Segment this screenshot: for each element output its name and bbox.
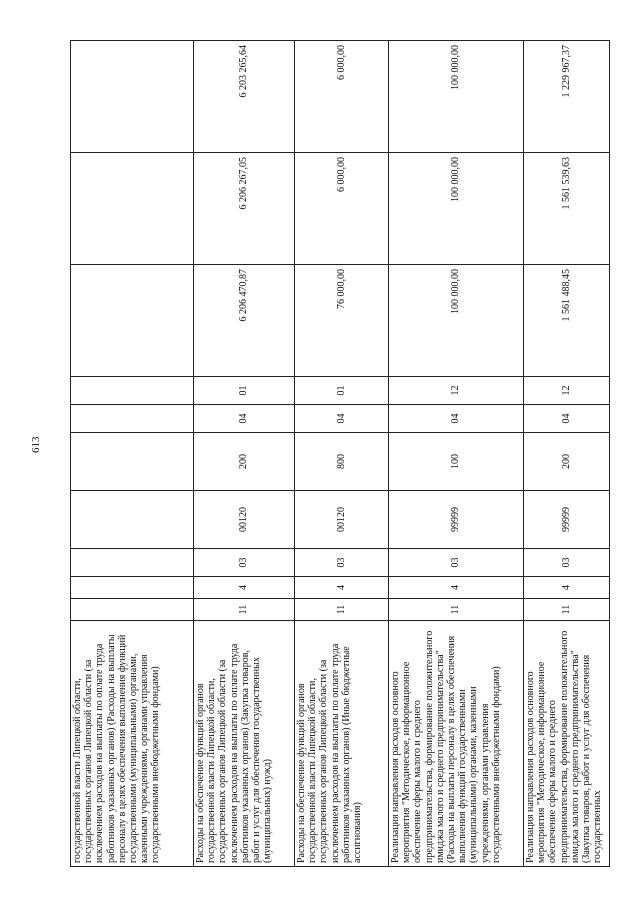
code-3: 03 [194, 549, 295, 577]
expense-description: Реализация направления расходов основного мероприятия "Методическое, информационное обеспечение сферы малого и среднего предпринимательства, формирование положительного имиджа малого и среднего предпринимательства" (Закупка товаров, работ и услуг для обеспечения государственных [524, 621, 610, 867]
table-row [295, 41, 389, 867]
table-row [71, 41, 194, 867]
code-1: 11 [524, 599, 610, 621]
amount-year-1: 100 000,00 [389, 265, 524, 377]
code-2: 4 [524, 577, 610, 599]
section-code: 04 [194, 405, 295, 433]
code-4: 00120 [194, 491, 295, 549]
amount-year-3: 1 229 967,37 [524, 41, 610, 153]
code-1: 11 [295, 599, 389, 621]
code-3: 03 [295, 549, 389, 577]
expense-description: Реализация направления расходов основного мероприятия "Методическое, информационное обеспечение сферы малого и среднего предпринимательства, формирование положительного имиджа малого и среднего предпринимательства" (Расходы на выплаты персоналу в целях обеспечения выполнения функций государственными (муниципальными) органами, казенными учреждениями, органами управления государственными внебюджетными фондами) [389, 621, 524, 867]
subsection-code: 12 [389, 377, 524, 405]
section-code: 04 [389, 405, 524, 433]
code-3 [71, 549, 194, 577]
expense-description: Расходы на обеспечение функций органов государственной власти Липецкой области, государственных органов Липецкой области (за исключением расходов на выплаты по оплате труда работников указанных органов) (Закупка товаров, работ и услуг для обеспечения государственных (муниципальных) нужд) [194, 621, 295, 867]
table-row [389, 41, 524, 867]
code-2: 4 [295, 577, 389, 599]
code-4: 00120 [295, 491, 389, 549]
expense-type-code: 200 [524, 433, 610, 491]
amount-year-2: 6 000,00 [295, 153, 389, 265]
expense-type-code [71, 433, 194, 491]
amount-year-2 [71, 153, 194, 265]
code-4: 99999 [389, 491, 524, 549]
amount-year-3: 6 203 265,64 [194, 41, 295, 153]
expense-type-code: 800 [295, 433, 389, 491]
code-1: 11 [194, 599, 295, 621]
code-1: 11 [389, 599, 524, 621]
code-4: 99999 [524, 491, 610, 549]
amount-year-1: 1 561 488,45 [524, 265, 610, 377]
subsection-code [71, 377, 194, 405]
code-3: 03 [389, 549, 524, 577]
section-code: 04 [524, 405, 610, 433]
code-2: 4 [194, 577, 295, 599]
table-row [524, 41, 610, 867]
amount-year-1: 6 206 470,87 [194, 265, 295, 377]
section-code: 04 [295, 405, 389, 433]
subsection-code: 01 [295, 377, 389, 405]
amount-year-1: 76 000,00 [295, 265, 389, 377]
budget-table [70, 40, 610, 867]
expense-type-code: 200 [194, 433, 295, 491]
amount-year-1 [71, 265, 194, 377]
code-3: 03 [524, 549, 610, 577]
subsection-code: 01 [194, 377, 295, 405]
amount-year-2: 1 561 539,63 [524, 153, 610, 265]
amount-year-3: 6 000,00 [295, 41, 389, 153]
page-number: 613 [30, 436, 42, 453]
amount-year-2: 100 000,00 [389, 153, 524, 265]
amount-year-2: 6 206 267,05 [194, 153, 295, 265]
code-2: 4 [389, 577, 524, 599]
code-4 [71, 491, 194, 549]
amount-year-3 [71, 41, 194, 153]
subsection-code: 12 [524, 377, 610, 405]
code-2 [71, 577, 194, 599]
expense-type-code: 100 [389, 433, 524, 491]
expense-description: Расходы на обеспечение функций органов государственной власти Липецкой области, государственных органов Липецкой области (за исключением расходов на выплаты по оплате труда работников указанных органов) (Иные бюджетные ассигнования) [295, 621, 389, 867]
section-code [71, 405, 194, 433]
expense-description: государственной власти Липецкой области, государственных органов Липецкой области (за исключением расходов на выплаты по оплате труда работников указанных органов) (Расходы на выплаты персоналу в целях обеспечения выполнения функций государственными (муниципальными) органами, казенными учреждениями, органами управления государственными внебюджетными фондами) [71, 621, 194, 867]
budget-table-rotated [70, 41, 604, 867]
table-row [194, 41, 295, 867]
code-1 [71, 599, 194, 621]
amount-year-3: 100 000,00 [389, 41, 524, 153]
